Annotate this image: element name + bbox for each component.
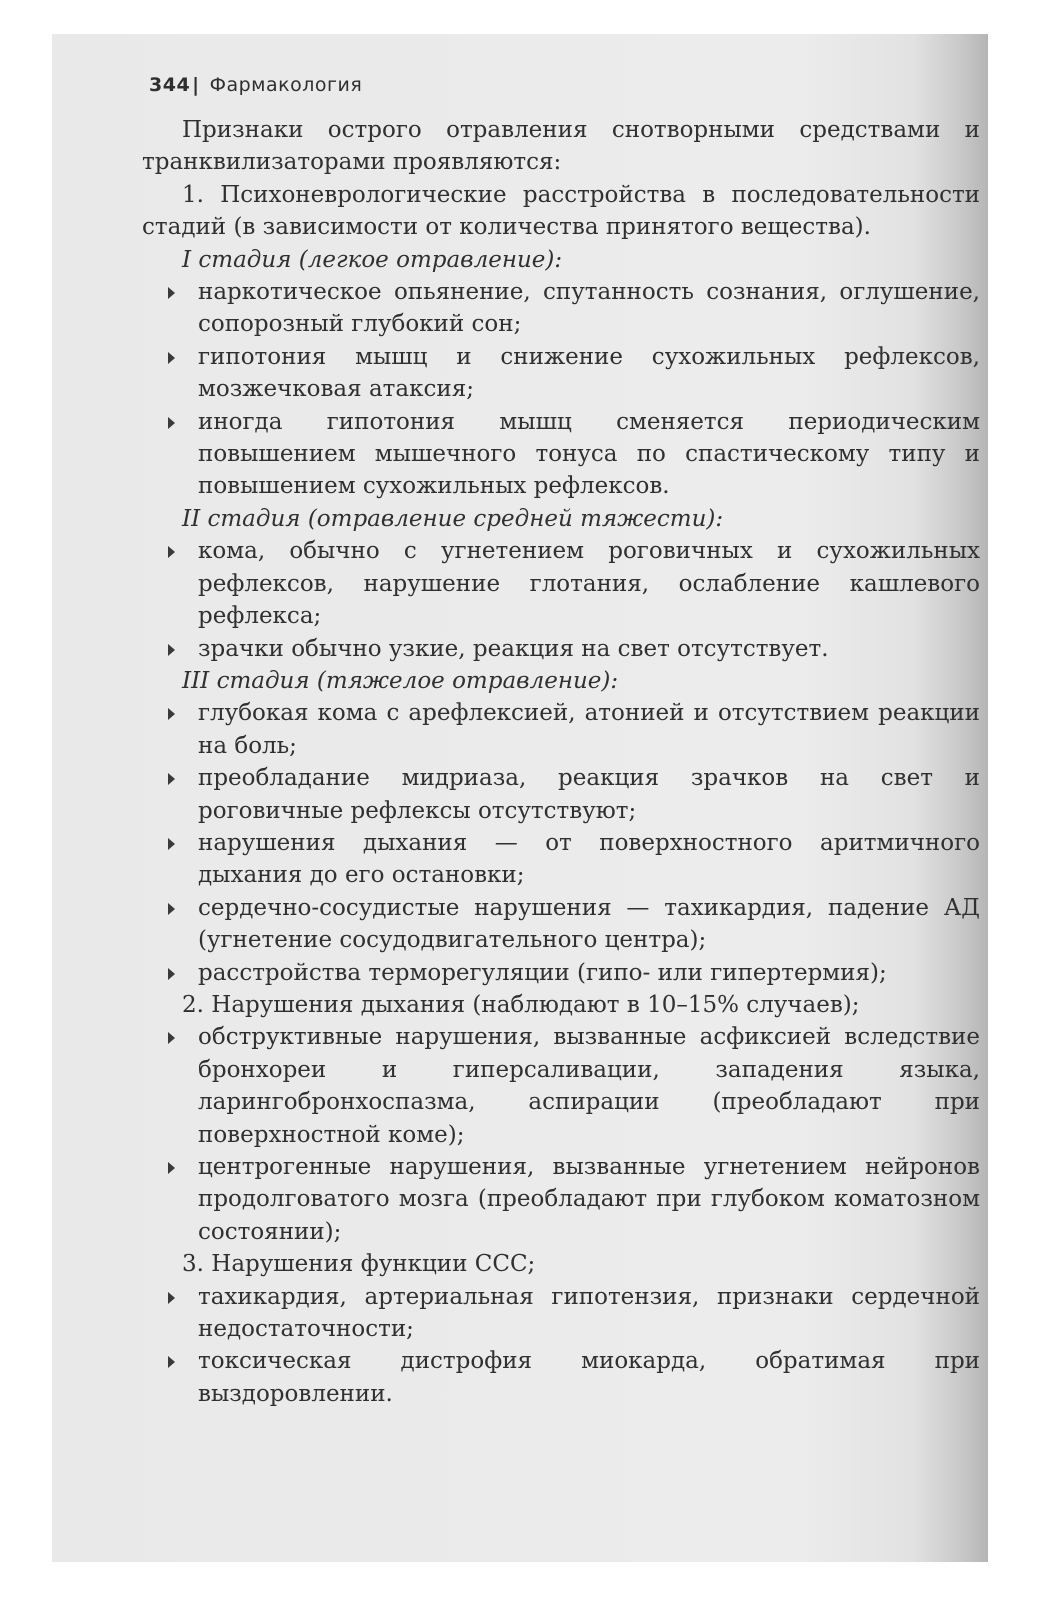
stage-2-note: (отравление средней тяжести): (307, 505, 724, 532)
bullet-icon (168, 1356, 175, 1368)
list-item (142, 1021, 980, 1151)
bullet-icon (168, 838, 175, 850)
list-item-text: наркотическое опьянение, спутанность сознания, оглушение, сопорозный глубокий сон; (198, 279, 980, 338)
bullet-icon (168, 546, 175, 558)
list-item-text: глубокая кома с арефлексией, атонией и отсутствием реакции на боль; (198, 700, 980, 759)
page-number: 344 (149, 74, 191, 96)
page-body (142, 114, 980, 1410)
bullet-icon (168, 1292, 175, 1304)
list-item (142, 1281, 980, 1346)
list-item-text: тахикардия, артериальная гипотензия, признаки сердечной недостаточности; (198, 1283, 980, 1343)
list-item (142, 827, 980, 892)
bullet-icon (168, 644, 175, 656)
list-item-text: иногда гипотония мышц сменяется периодическим повышением мышечного тонуса по спастическому типу и повышением сухожильных рефлексов. (198, 408, 980, 500)
bullet-icon (168, 1162, 175, 1174)
stage-2-heading (142, 503, 980, 535)
list-item-text: центрогенные нарушения, вызванные угнетением нейронов продолговатого мозга (преобладают при глубоком коматозном состоянии); (198, 1154, 980, 1245)
stage-3-note: (тяжелое отравление): (316, 667, 619, 694)
stage-2-title: II стадия (182, 505, 301, 532)
list-item-text: гипотония мышц и снижение сухожильных рефлексов, мозжечковая атаксия; (198, 343, 980, 403)
stage-1-title: I стадия (182, 246, 292, 273)
intro-paragraph: Признаки острого отравления снотворными средствами и транквилизаторами проявляются: (142, 117, 980, 176)
bullet-icon (168, 708, 175, 720)
book-page (52, 34, 988, 1562)
list-item-text: преобладание мидриаза, реакция зрачков на свет и роговичные рефлексы отсутствуют; (198, 765, 980, 824)
section-3-heading: 3. Нарушения функции ССС; (182, 1251, 536, 1278)
bullet-icon (168, 352, 175, 364)
bullet-icon (168, 968, 175, 980)
list-item-text: кома, обычно с угнетением роговичных и сухожильных рефлексов, нарушение глотания, ослабление кашлевого рефлекса; (198, 538, 980, 630)
stage-1-note: (легкое отравление): (298, 246, 563, 273)
bullet-icon (168, 287, 175, 299)
list-item-text: токсическая дистрофия миокарда, обратимая при выздоровлении. (198, 1348, 980, 1407)
bullet-icon (168, 773, 175, 785)
list-item-text: нарушения дыхания — от поверхностного аритмичного дыхания до его остановки; (198, 829, 980, 889)
list-item (142, 1151, 980, 1248)
list-item-text: сердечно-сосудистые нарушения — тахикардия, падение АД (угнетение сосудодвигательного центра); (198, 894, 980, 954)
list-item-text: расстройства терморегуляции (гипо- или гипертермия); (198, 959, 887, 986)
section-2-heading: 2. Нарушения дыхания (наблюдают в 10–15% случаев); (182, 991, 860, 1018)
list-item (142, 697, 980, 762)
bullet-icon (168, 417, 175, 429)
list-item (142, 276, 980, 341)
list-item-text: обструктивные нарушения, вызванные асфиксией вследствие бронхореи и гиперсаливации, западения языка, ларингобронхоспазма, аспирации (преобладают при поверхностной коме); (198, 1024, 980, 1148)
stage-3-title: III стадия (182, 667, 310, 694)
list-item (142, 406, 980, 503)
list-item (142, 1345, 980, 1410)
section-1-heading: 1. Психоневрологические расстройства в последовательности стадий (в зависимости от количества принятого вещества). (142, 181, 980, 241)
list-item (142, 892, 980, 957)
header-separator: | (192, 74, 200, 96)
list-item (142, 762, 980, 827)
stage-3-heading (142, 665, 980, 697)
list-item (142, 341, 980, 406)
bullet-icon (168, 903, 175, 915)
list-item (142, 535, 980, 632)
stage-1-heading (142, 244, 980, 276)
header-title: Фармакология (209, 74, 363, 96)
list-item (142, 957, 980, 989)
running-header (149, 74, 362, 96)
list-item-text: зрачки обычно узкие, реакция на свет отсутствует. (198, 635, 829, 662)
list-item (142, 633, 980, 665)
bullet-icon (168, 1032, 175, 1044)
